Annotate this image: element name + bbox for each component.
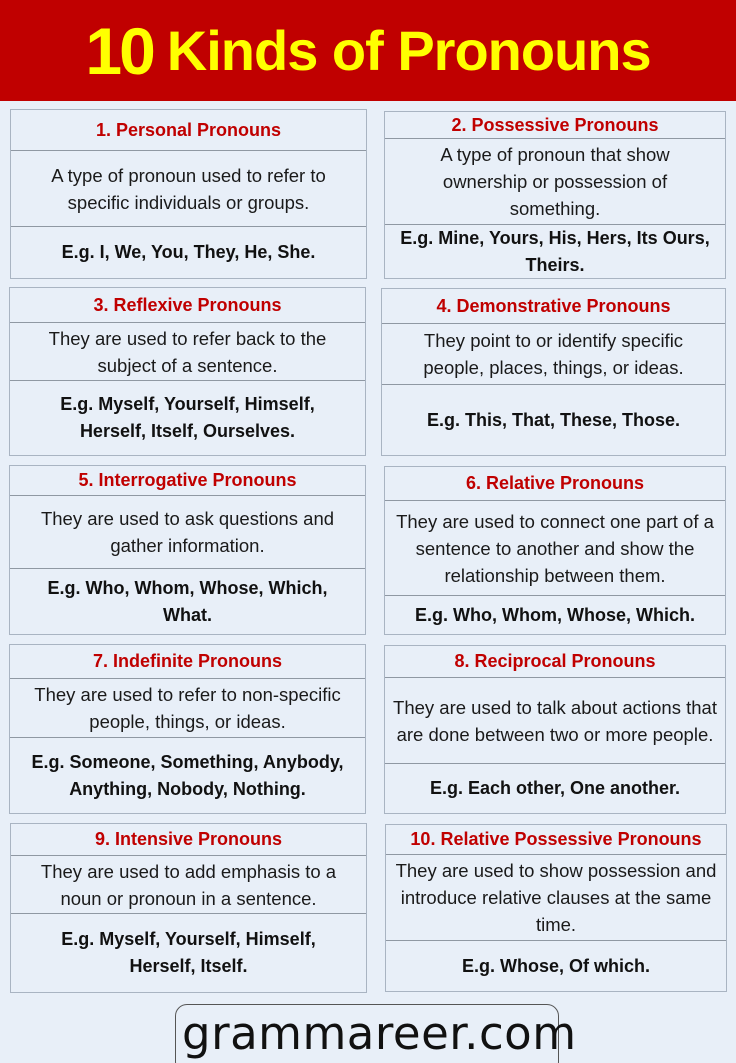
title-number: 10 [85,13,153,88]
card-description: They are used to add emphasis to a noun or pronoun in a sentence. [11,856,366,914]
card-demonstrative-pronouns [381,288,726,456]
card-example: E.g. I, We, You, They, He, She. [61,242,316,262]
card-example: E.g. Myself, Yourself, Himself, Herself, Itself, Ourselves. [60,394,315,441]
title-banner [0,0,736,101]
card-intensive-pronouns [10,823,367,993]
card-relative-possessive-pronouns [385,824,727,992]
card-title: 10. Relative Possessive Pronouns [386,825,726,855]
card-example: E.g. Mine, Yours, His, Hers, Its Ours, Theirs. [400,227,710,275]
card-personal-pronouns [10,109,367,279]
card-description: They are used to connect one part of a sentence to another and show the relationship between them. [385,501,725,596]
card-indefinite-pronouns [9,644,366,814]
card-title: 5. Interrogative Pronouns [10,466,365,496]
card-description: A type of pronoun used to refer to specific individuals or groups. [11,151,366,227]
card-reflexive-pronouns [9,287,366,456]
card-possessive-pronouns [384,111,726,279]
card-example: E.g. Whose, Of which. [461,955,650,976]
card-example: E.g. Each other, One another. [429,778,681,798]
card-relative-pronouns [384,466,726,635]
card-title: 9. Intensive Pronouns [11,824,366,856]
card-interrogative-pronouns [9,465,366,635]
website-url: grammareer.com [182,1007,577,1060]
card-description: They are used to refer to non-specific people, things, or ideas. [10,679,365,738]
card-reciprocal-pronouns [384,645,726,814]
card-description: They are used to ask questions and gather information. [10,496,365,569]
card-description: A type of pronoun that show ownership or possession of something. [385,139,725,225]
card-title: 4. Demonstrative Pronouns [382,289,725,324]
card-title: 3. Reflexive Pronouns [10,288,365,323]
card-description: They are used to refer back to the subject of a sentence. [10,323,365,381]
website-badge[interactable] [175,1004,577,1063]
card-description: They are used to show possession and introduce relative clauses at the same time. [386,855,726,941]
card-title: 7. Indefinite Pronouns [10,645,365,679]
card-title: 6. Relative Pronouns [385,467,725,501]
card-description: They are used to talk about actions that are done between two or more people. [385,678,725,764]
card-example: E.g. This, That, These, Those. [426,409,681,430]
card-title: 2. Possessive Pronouns [385,112,725,139]
card-description: They point to or identify specific people, places, things, or ideas. [382,324,725,385]
card-example: E.g. Who, Whom, Whose, Which. [415,604,695,625]
page-title: Kinds of Pronouns [166,18,651,82]
card-example: E.g. Myself, Yourself, Himself, Herself, Itself. [61,929,316,976]
card-title: 8. Reciprocal Pronouns [385,646,725,678]
card-example: E.g. Who, Whom, Whose, Which, What. [47,577,328,625]
card-example: E.g. Someone, Something, Anybody, Anything, Nobody, Nothing. [31,751,344,799]
card-title: 1. Personal Pronouns [11,110,366,151]
